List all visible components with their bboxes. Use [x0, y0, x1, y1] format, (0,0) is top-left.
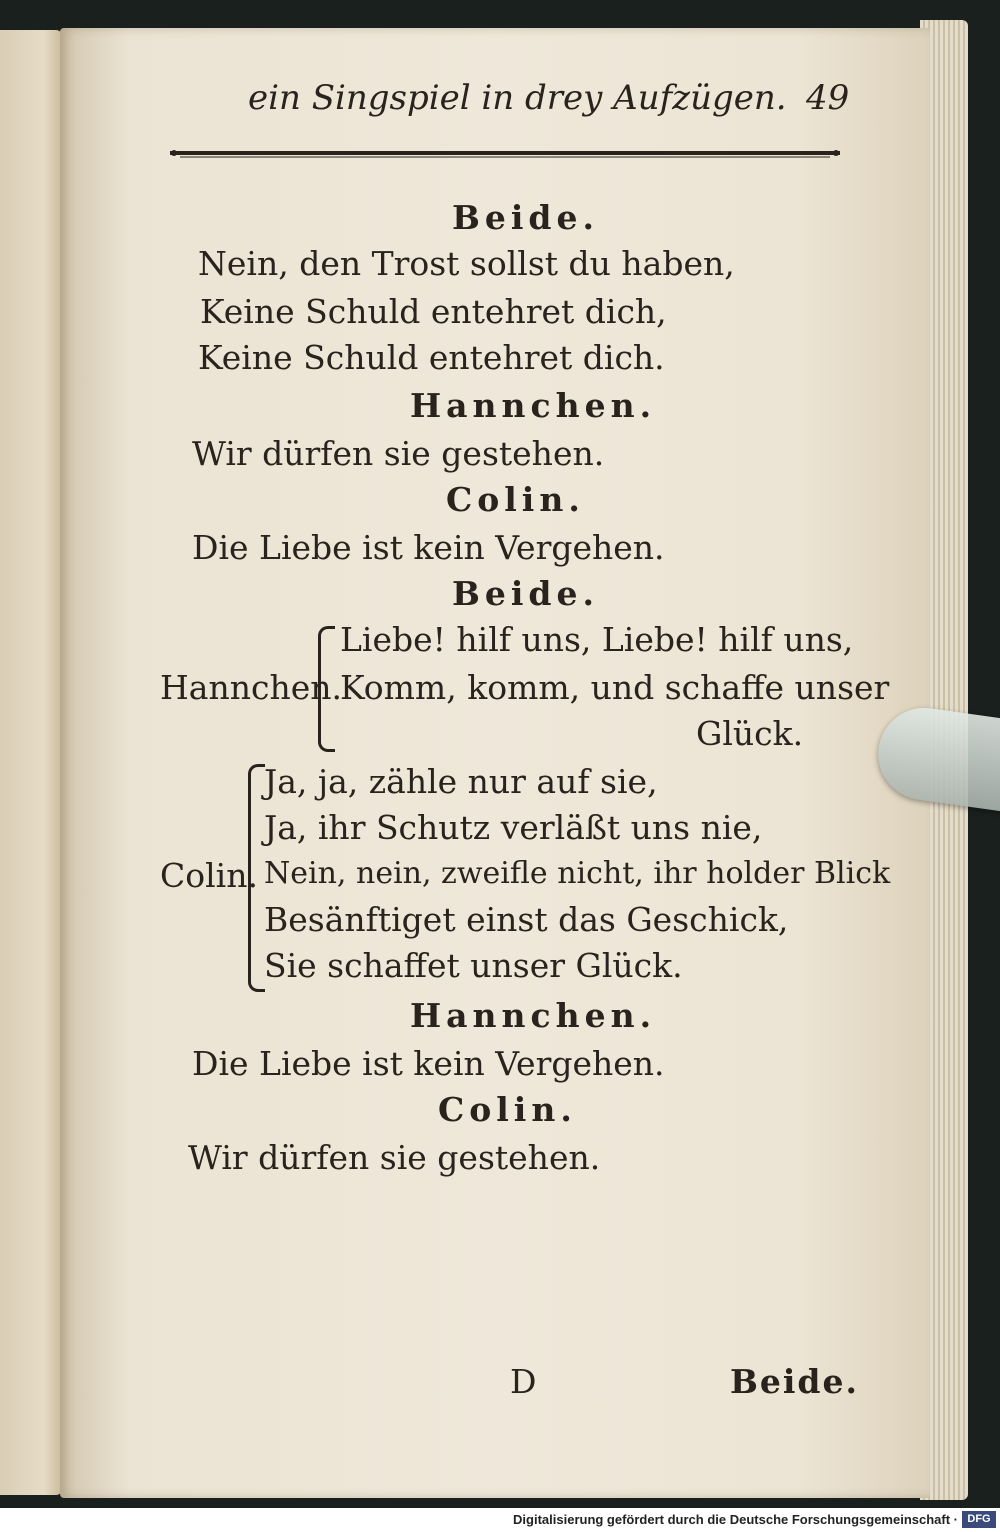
verse-line: Komm, komm, und schaffe unser [340, 668, 890, 707]
verse-line: Nein, den Trost sollst du haben, [198, 244, 735, 283]
verse-line: Keine Schuld entehret dich. [198, 338, 665, 377]
verse-line: Die Liebe ist kein Vergehen. [192, 528, 665, 567]
catchword: Beide. [730, 1362, 859, 1401]
speaker-heading: Hannchen. [410, 996, 657, 1035]
verse-line: Besänftiget einst das Geschick, [264, 900, 789, 939]
verse-line: Sie schaffet unser Glück. [264, 946, 683, 985]
verse-line: Ja, ja, zähle nur auf sie, [264, 762, 658, 801]
page-number: 49 [806, 78, 850, 118]
footer-credit: Digitalisierung gefördert durch die Deutsche Forschungsgemeinschaft · [513, 1512, 958, 1527]
running-header [248, 78, 848, 128]
verse-line: Die Liebe ist kein Vergehen. [192, 1044, 665, 1083]
brace-speaker-hannchen: Hannchen. [160, 668, 342, 707]
running-title: ein Singspiel in drey Aufzügen. [248, 78, 787, 118]
verse-line: Nein, nein, zweifle nicht, ihr holder Blick [264, 856, 891, 891]
speaker-heading: Beide. [452, 198, 599, 237]
verse-line: Liebe! hilf uns, Liebe! hilf uns, [340, 620, 854, 659]
verse-line: Glück. [696, 714, 804, 753]
speaker-heading: Hannchen. [410, 386, 657, 425]
ornamental-rule [170, 148, 840, 158]
dfg-logo: DFG [962, 1511, 996, 1528]
verse-line: Wir dürfen sie gestehen. [188, 1138, 601, 1177]
signature-mark: D [510, 1362, 537, 1401]
verse-line: Wir dürfen sie gestehen. [192, 434, 605, 473]
speaker-heading: Beide. [452, 574, 599, 613]
speaker-heading: Colin. [446, 480, 585, 519]
curly-brace [318, 626, 335, 752]
verse-line: Keine Schuld entehret dich, [200, 292, 667, 331]
curly-brace [248, 764, 265, 992]
speaker-heading: Colin. [438, 1090, 577, 1129]
verse-line: Ja, ihr Schutz verläßt uns nie, [264, 808, 763, 847]
brace-speaker-colin: Colin. [160, 856, 258, 895]
left-page-edge [0, 30, 62, 1495]
digitization-footer [0, 1508, 1000, 1532]
